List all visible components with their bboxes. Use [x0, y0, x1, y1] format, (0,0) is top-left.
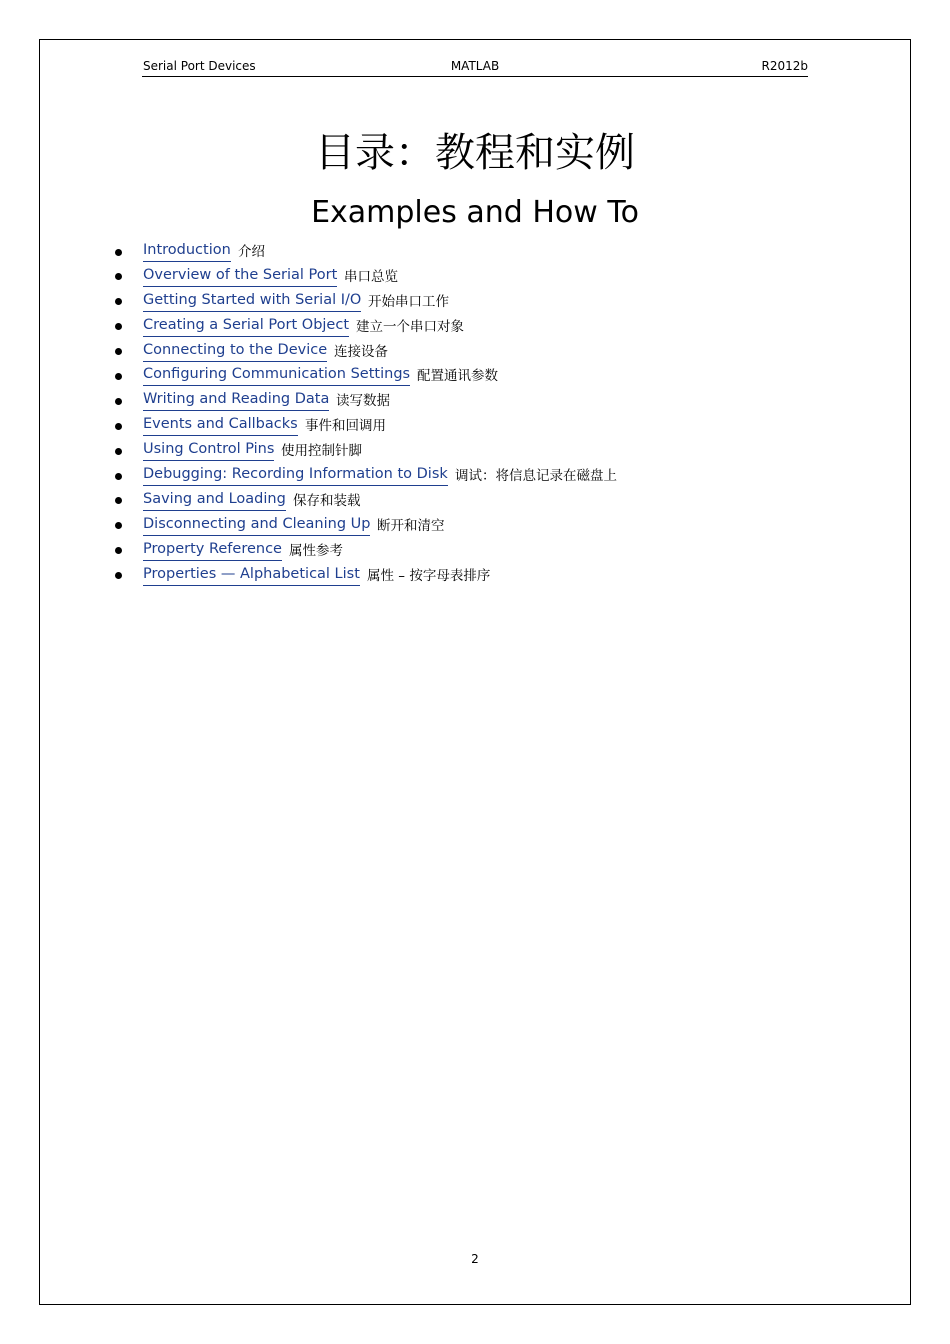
bullet-icon: [115, 298, 122, 305]
bullet-icon: [115, 323, 122, 330]
toc-item: [0, 290, 950, 315]
toc-item: [0, 389, 950, 414]
toc-link-events-callbacks[interactable]: Events and Callbacks: [143, 414, 298, 436]
bullet-icon: [115, 423, 122, 430]
page-title-chinese: 目录：教程和实例: [315, 130, 635, 176]
toc-link-overview[interactable]: Overview of the Serial Port: [143, 265, 337, 287]
toc-translation: 配置通讯参数: [417, 368, 498, 385]
toc-item: [0, 464, 950, 489]
toc-translation: 开始串口工作: [368, 293, 449, 310]
toc-translation: 属性 – 按字母表排序: [367, 567, 491, 584]
toc-translation: 建立一个串口对象: [356, 318, 464, 335]
bullet-icon: [115, 572, 122, 579]
toc-link-property-reference[interactable]: Property Reference: [143, 539, 282, 561]
toc-link-properties-list[interactable]: Properties — Alphabetical List: [143, 564, 360, 586]
bullet-icon: [115, 522, 122, 529]
bullet-icon: [115, 249, 122, 256]
toc-translation: 事件和回调用: [305, 418, 386, 435]
toc-link-introduction[interactable]: Introduction: [143, 240, 231, 262]
toc-link-control-pins[interactable]: Using Control Pins: [143, 439, 274, 461]
toc-link-creating-object[interactable]: Creating a Serial Port Object: [143, 315, 349, 337]
header-left: Serial Port Devices: [143, 59, 256, 73]
toc-item: [0, 240, 950, 265]
toc-translation: 属性参考: [289, 542, 343, 559]
toc-translation: 连接设备: [334, 343, 388, 360]
bullet-icon: [115, 473, 122, 480]
bullet-icon: [115, 373, 122, 380]
header-right: R2012b: [761, 59, 808, 73]
bullet-icon: [115, 348, 122, 355]
toc-item: [0, 514, 950, 539]
bullet-icon: [115, 547, 122, 554]
toc-translation: 读写数据: [336, 393, 390, 410]
toc-item: [0, 364, 950, 389]
toc-link-saving-loading[interactable]: Saving and Loading: [143, 489, 286, 511]
toc-translation: 串口总览: [344, 268, 398, 285]
bullet-icon: [115, 273, 122, 280]
toc-item: [0, 439, 950, 464]
toc-link-getting-started[interactable]: Getting Started with Serial I/O: [143, 290, 361, 312]
toc-link-disconnecting[interactable]: Disconnecting and Cleaning Up: [143, 514, 370, 536]
toc-item: [0, 564, 950, 589]
toc-item: [0, 315, 950, 340]
toc-link-configuring[interactable]: Configuring Communication Settings: [143, 364, 410, 386]
toc-translation: 断开和清空: [377, 517, 445, 534]
toc-item: [0, 340, 950, 365]
bullet-icon: [115, 497, 122, 504]
page-number: 2: [471, 1252, 479, 1266]
bullet-icon: [115, 398, 122, 405]
toc-item: [0, 539, 950, 564]
toc-item: [0, 265, 950, 290]
toc-item: [0, 489, 950, 514]
toc-translation: 调试：将信息记录在磁盘上: [455, 468, 617, 485]
running-header: [142, 58, 808, 77]
toc-link-connecting[interactable]: Connecting to the Device: [143, 340, 327, 362]
toc-item: [0, 414, 950, 439]
toc-link-writing-reading[interactable]: Writing and Reading Data: [143, 389, 329, 411]
toc-translation: 介绍: [238, 244, 265, 260]
table-of-contents: [0, 240, 950, 588]
toc-translation: 保存和装载: [293, 492, 361, 509]
toc-link-debugging[interactable]: Debugging: Recording Information to Disk: [143, 464, 448, 486]
header-center: MATLAB: [450, 59, 500, 73]
bullet-icon: [115, 448, 122, 455]
toc-translation: 使用控制针脚: [281, 443, 362, 460]
page-title-english: Examples and How To: [311, 195, 639, 230]
